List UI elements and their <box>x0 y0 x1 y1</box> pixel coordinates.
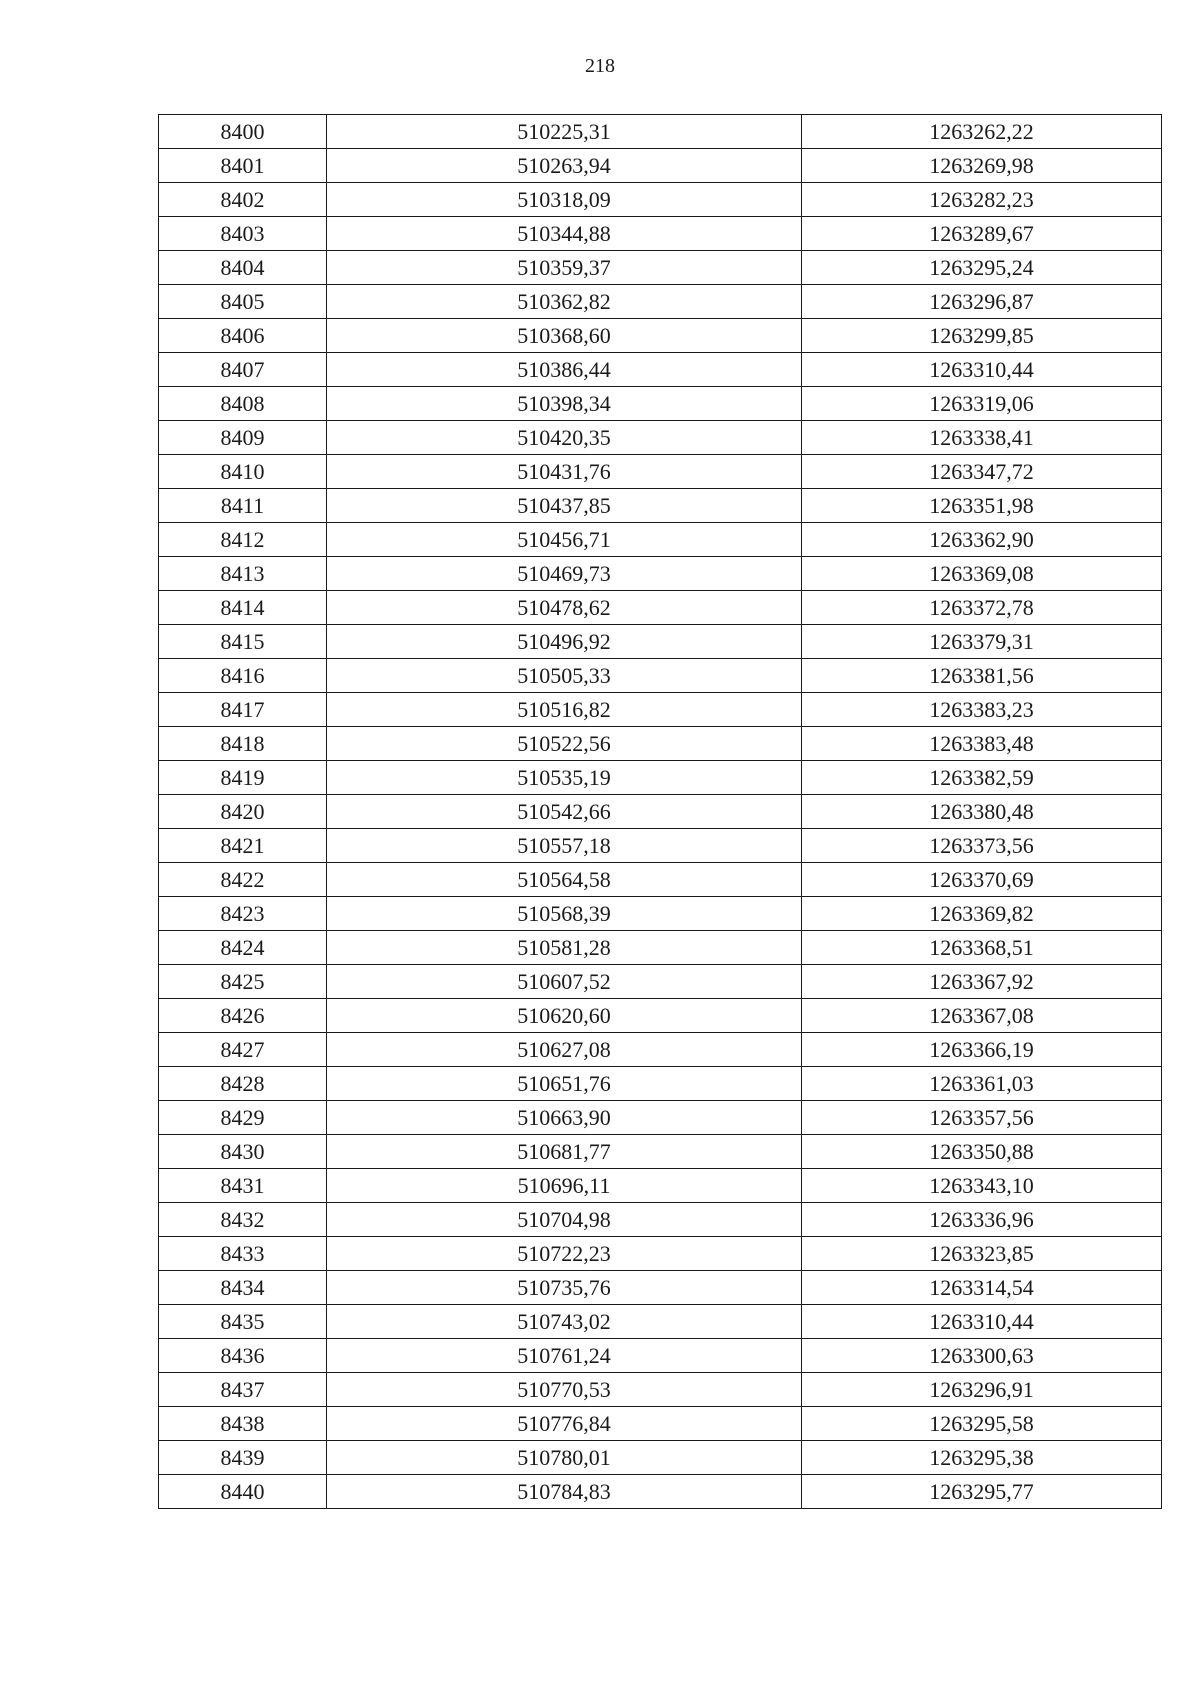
point-number-cell: 8431 <box>159 1169 327 1203</box>
point-number-cell: 8424 <box>159 931 327 965</box>
point-number-cell: 8410 <box>159 455 327 489</box>
y-coordinate-cell: 1263381,56 <box>802 659 1162 693</box>
point-number-cell: 8419 <box>159 761 327 795</box>
x-coordinate-cell: 510784,83 <box>327 1475 802 1509</box>
point-number-cell: 8426 <box>159 999 327 1033</box>
table-row <box>159 149 1162 183</box>
x-coordinate-cell: 510542,66 <box>327 795 802 829</box>
y-coordinate-cell: 1263262,22 <box>802 115 1162 149</box>
x-coordinate-cell: 510627,08 <box>327 1033 802 1067</box>
x-coordinate-cell: 510620,60 <box>327 999 802 1033</box>
y-coordinate-cell: 1263314,54 <box>802 1271 1162 1305</box>
x-coordinate-cell: 510663,90 <box>327 1101 802 1135</box>
y-coordinate-cell: 1263289,67 <box>802 217 1162 251</box>
table-row <box>159 1135 1162 1169</box>
y-coordinate-cell: 1263351,98 <box>802 489 1162 523</box>
x-coordinate-cell: 510318,09 <box>327 183 802 217</box>
x-coordinate-cell: 510398,34 <box>327 387 802 421</box>
x-coordinate-cell: 510456,71 <box>327 523 802 557</box>
table-row <box>159 557 1162 591</box>
table-row <box>159 1373 1162 1407</box>
y-coordinate-cell: 1263382,59 <box>802 761 1162 795</box>
x-coordinate-cell: 510437,85 <box>327 489 802 523</box>
table-row <box>159 217 1162 251</box>
point-number-cell: 8427 <box>159 1033 327 1067</box>
table-row <box>159 1475 1162 1509</box>
point-number-cell: 8405 <box>159 285 327 319</box>
x-coordinate-cell: 510557,18 <box>327 829 802 863</box>
y-coordinate-cell: 1263299,85 <box>802 319 1162 353</box>
point-number-cell: 8406 <box>159 319 327 353</box>
table-row <box>159 523 1162 557</box>
point-number-cell: 8433 <box>159 1237 327 1271</box>
y-coordinate-cell: 1263369,82 <box>802 897 1162 931</box>
y-coordinate-cell: 1263295,38 <box>802 1441 1162 1475</box>
table-row <box>159 1101 1162 1135</box>
point-number-cell: 8435 <box>159 1305 327 1339</box>
x-coordinate-cell: 510696,11 <box>327 1169 802 1203</box>
x-coordinate-cell: 510263,94 <box>327 149 802 183</box>
point-number-cell: 8411 <box>159 489 327 523</box>
table-row <box>159 1169 1162 1203</box>
x-coordinate-cell: 510743,02 <box>327 1305 802 1339</box>
table-row <box>159 727 1162 761</box>
y-coordinate-cell: 1263373,56 <box>802 829 1162 863</box>
point-number-cell: 8434 <box>159 1271 327 1305</box>
point-number-cell: 8440 <box>159 1475 327 1509</box>
point-number-cell: 8422 <box>159 863 327 897</box>
point-number-cell: 8408 <box>159 387 327 421</box>
table-row <box>159 965 1162 999</box>
y-coordinate-cell: 1263366,19 <box>802 1033 1162 1067</box>
point-number-cell: 8423 <box>159 897 327 931</box>
x-coordinate-cell: 510359,37 <box>327 251 802 285</box>
y-coordinate-cell: 1263310,44 <box>802 353 1162 387</box>
x-coordinate-cell: 510735,76 <box>327 1271 802 1305</box>
x-coordinate-cell: 510496,92 <box>327 625 802 659</box>
table-row <box>159 251 1162 285</box>
point-number-cell: 8421 <box>159 829 327 863</box>
table-row <box>159 115 1162 149</box>
point-number-cell: 8416 <box>159 659 327 693</box>
x-coordinate-cell: 510651,76 <box>327 1067 802 1101</box>
x-coordinate-cell: 510420,35 <box>327 421 802 455</box>
table-row <box>159 387 1162 421</box>
table-row <box>159 353 1162 387</box>
point-number-cell: 8417 <box>159 693 327 727</box>
table-row <box>159 1237 1162 1271</box>
table-row <box>159 1271 1162 1305</box>
y-coordinate-cell: 1263372,78 <box>802 591 1162 625</box>
point-number-cell: 8436 <box>159 1339 327 1373</box>
x-coordinate-cell: 510780,01 <box>327 1441 802 1475</box>
x-coordinate-cell: 510478,62 <box>327 591 802 625</box>
table-row <box>159 931 1162 965</box>
y-coordinate-cell: 1263347,72 <box>802 455 1162 489</box>
y-coordinate-cell: 1263350,88 <box>802 1135 1162 1169</box>
point-number-cell: 8413 <box>159 557 327 591</box>
table-row <box>159 863 1162 897</box>
point-number-cell: 8428 <box>159 1067 327 1101</box>
point-number-cell: 8420 <box>159 795 327 829</box>
table-row <box>159 1339 1162 1373</box>
y-coordinate-cell: 1263362,90 <box>802 523 1162 557</box>
x-coordinate-cell: 510535,19 <box>327 761 802 795</box>
coordinates-table <box>158 114 1162 1509</box>
point-number-cell: 8402 <box>159 183 327 217</box>
x-coordinate-cell: 510568,39 <box>327 897 802 931</box>
y-coordinate-cell: 1263369,08 <box>802 557 1162 591</box>
y-coordinate-cell: 1263310,44 <box>802 1305 1162 1339</box>
y-coordinate-cell: 1263367,08 <box>802 999 1162 1033</box>
point-number-cell: 8407 <box>159 353 327 387</box>
table-row <box>159 761 1162 795</box>
x-coordinate-cell: 510722,23 <box>327 1237 802 1271</box>
point-number-cell: 8409 <box>159 421 327 455</box>
x-coordinate-cell: 510225,31 <box>327 115 802 149</box>
x-coordinate-cell: 510761,24 <box>327 1339 802 1373</box>
point-number-cell: 8430 <box>159 1135 327 1169</box>
y-coordinate-cell: 1263295,58 <box>802 1407 1162 1441</box>
point-number-cell: 8401 <box>159 149 327 183</box>
y-coordinate-cell: 1263338,41 <box>802 421 1162 455</box>
y-coordinate-cell: 1263295,24 <box>802 251 1162 285</box>
y-coordinate-cell: 1263368,51 <box>802 931 1162 965</box>
y-coordinate-cell: 1263383,48 <box>802 727 1162 761</box>
y-coordinate-cell: 1263295,77 <box>802 1475 1162 1509</box>
table-row <box>159 1033 1162 1067</box>
x-coordinate-cell: 510581,28 <box>327 931 802 965</box>
y-coordinate-cell: 1263296,91 <box>802 1373 1162 1407</box>
x-coordinate-cell: 510776,84 <box>327 1407 802 1441</box>
x-coordinate-cell: 510704,98 <box>327 1203 802 1237</box>
table-row <box>159 1067 1162 1101</box>
table-row <box>159 455 1162 489</box>
coordinates-table-body <box>159 115 1162 1509</box>
y-coordinate-cell: 1263296,87 <box>802 285 1162 319</box>
y-coordinate-cell: 1263300,63 <box>802 1339 1162 1373</box>
point-number-cell: 8414 <box>159 591 327 625</box>
table-row <box>159 625 1162 659</box>
point-number-cell: 8400 <box>159 115 327 149</box>
table-row <box>159 1203 1162 1237</box>
point-number-cell: 8437 <box>159 1373 327 1407</box>
x-coordinate-cell: 510505,33 <box>327 659 802 693</box>
table-row <box>159 421 1162 455</box>
table-row <box>159 693 1162 727</box>
y-coordinate-cell: 1263323,85 <box>802 1237 1162 1271</box>
x-coordinate-cell: 510362,82 <box>327 285 802 319</box>
x-coordinate-cell: 510431,76 <box>327 455 802 489</box>
point-number-cell: 8429 <box>159 1101 327 1135</box>
table-row <box>159 591 1162 625</box>
point-number-cell: 8412 <box>159 523 327 557</box>
y-coordinate-cell: 1263282,23 <box>802 183 1162 217</box>
y-coordinate-cell: 1263379,31 <box>802 625 1162 659</box>
y-coordinate-cell: 1263319,06 <box>802 387 1162 421</box>
y-coordinate-cell: 1263357,56 <box>802 1101 1162 1135</box>
y-coordinate-cell: 1263336,96 <box>802 1203 1162 1237</box>
table-row <box>159 1441 1162 1475</box>
table-row <box>159 285 1162 319</box>
y-coordinate-cell: 1263370,69 <box>802 863 1162 897</box>
x-coordinate-cell: 510607,52 <box>327 965 802 999</box>
y-coordinate-cell: 1263343,10 <box>802 1169 1162 1203</box>
point-number-cell: 8418 <box>159 727 327 761</box>
table-row <box>159 897 1162 931</box>
table-row <box>159 659 1162 693</box>
table-row <box>159 489 1162 523</box>
table-row <box>159 319 1162 353</box>
x-coordinate-cell: 510564,58 <box>327 863 802 897</box>
y-coordinate-cell: 1263367,92 <box>802 965 1162 999</box>
y-coordinate-cell: 1263269,98 <box>802 149 1162 183</box>
table-row <box>159 829 1162 863</box>
x-coordinate-cell: 510344,88 <box>327 217 802 251</box>
y-coordinate-cell: 1263380,48 <box>802 795 1162 829</box>
table-row <box>159 183 1162 217</box>
x-coordinate-cell: 510770,53 <box>327 1373 802 1407</box>
point-number-cell: 8415 <box>159 625 327 659</box>
x-coordinate-cell: 510469,73 <box>327 557 802 591</box>
point-number-cell: 8438 <box>159 1407 327 1441</box>
point-number-cell: 8439 <box>159 1441 327 1475</box>
x-coordinate-cell: 510368,60 <box>327 319 802 353</box>
table-row <box>159 999 1162 1033</box>
table-row <box>159 1305 1162 1339</box>
x-coordinate-cell: 510516,82 <box>327 693 802 727</box>
x-coordinate-cell: 510522,56 <box>327 727 802 761</box>
point-number-cell: 8432 <box>159 1203 327 1237</box>
page-number: 218 <box>585 55 615 77</box>
point-number-cell: 8425 <box>159 965 327 999</box>
table-row <box>159 1407 1162 1441</box>
x-coordinate-cell: 510681,77 <box>327 1135 802 1169</box>
x-coordinate-cell: 510386,44 <box>327 353 802 387</box>
point-number-cell: 8403 <box>159 217 327 251</box>
table-row <box>159 795 1162 829</box>
point-number-cell: 8404 <box>159 251 327 285</box>
y-coordinate-cell: 1263383,23 <box>802 693 1162 727</box>
y-coordinate-cell: 1263361,03 <box>802 1067 1162 1101</box>
